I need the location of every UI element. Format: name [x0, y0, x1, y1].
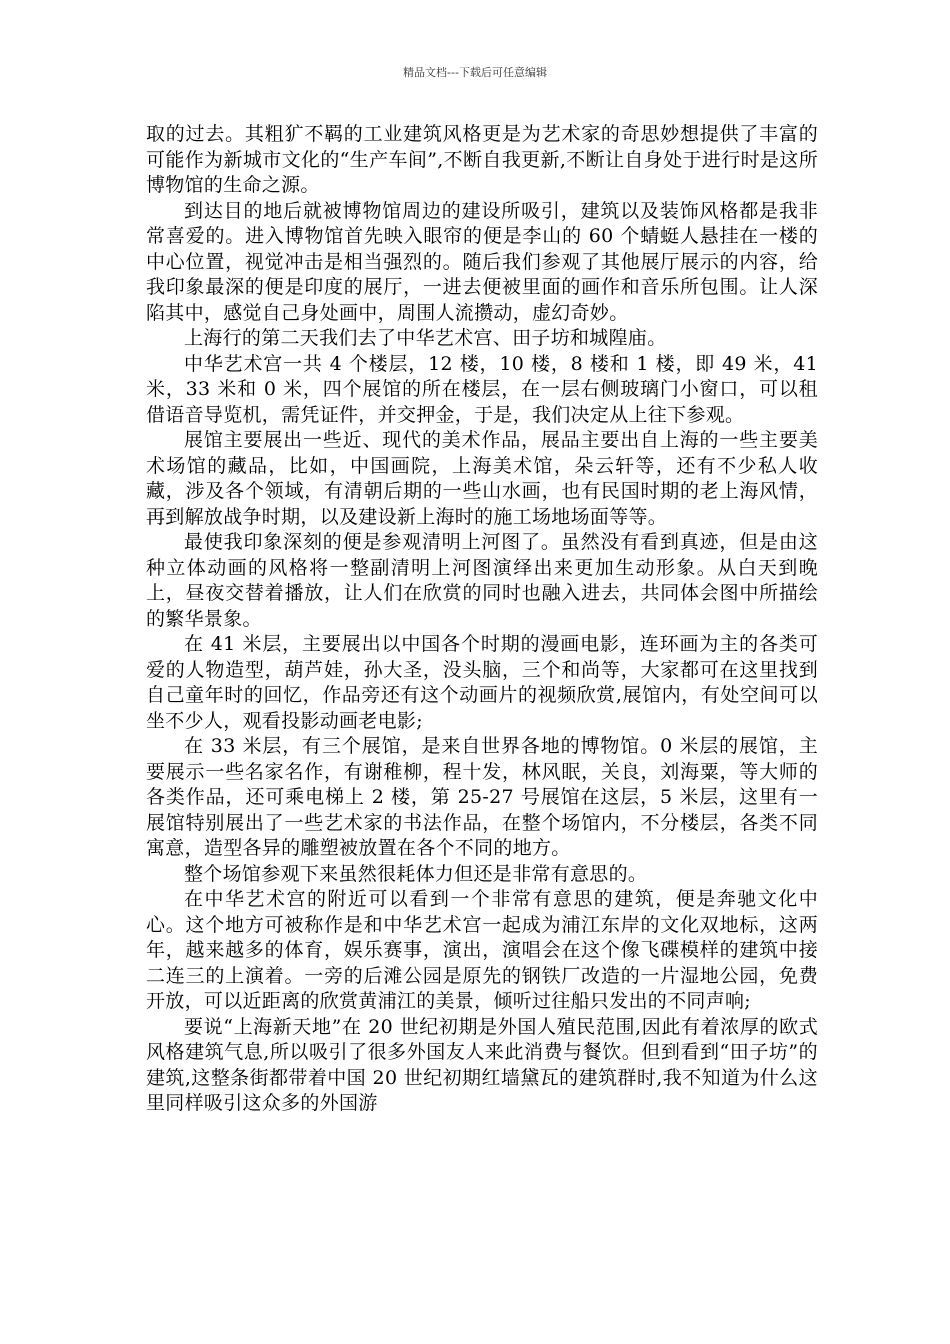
paragraph-6: 最使我印象深刻的便是参观清明上河图了。虽然没有看到真迹，但是由这种立体动画的风格将一整副清明上河图演绎出来更加生动形象。从白天到晚上，昼夜交替着播放，让人们在欣赏的同时也融入进去，共同体会图中所描绘的繁华景象。	[146, 531, 818, 630]
document-body	[146, 122, 818, 1117]
paragraph-4: 中华艺术宫一共 4 个楼层，12 楼，10 楼，8 楼和 1 楼，即 49 米，41 米，33 米和 0 米，四个展馆的所在楼层，在一层右侧玻璃门小窗口，可以租借语音导览机，需凭证件，并交押金，于是，我们决定从上往下参观。	[146, 352, 818, 426]
paragraph-1: 取的过去。其粗犷不羁的工业建筑风格更是为艺术家的奇思妙想提供了丰富的可能作为新城市文化的“生产车间”,不断自我更新,不断让自身处于进行时是这所博物馆的生命之源。	[146, 123, 818, 196]
page-header: 精品文档---下载后可任意编辑	[403, 66, 547, 79]
paragraph-11: 要说“上海新天地”在 20 世纪初期是外国人殖民范围,因此有着浓厚的欧式风格建筑气息,所以吸引了很多外国友人来此消费与餐饮。但到看到“田子坊”的建筑,这整条街都带着中国 20 世纪初期红墙黛瓦的建筑群时,我不知道为什么这里同样吸引这众多的外国游	[146, 1015, 818, 1114]
paragraph-3: 上海行的第二天我们去了中华艺术宫、田子坊和城隍庙。	[184, 327, 667, 349]
paragraph-10: 在中华艺术宫的附近可以看到一个非常有意思的建筑，便是奔驰文化中心。这个地方可被称作是和中华艺术宫一起成为浦江东岸的文化双地标，这两年，越来越多的体育，娱乐赛事，演出，演唱会在这个像飞碟模样的建筑中接二连三的上演着。一旁的后滩公园是原先的钢铁厂改造的一片湿地公园，免费开放，可以近距离的欣赏黄浦江的美景，倾听过往船只发出的不同声响;	[146, 888, 818, 1012]
paragraph-7: 在 41 米层，主要展出以中国各个时期的漫画电影，连环画为主的各类可爱的人物造型，葫芦娃，孙大圣，没头脑，三个和尚等，大家都可在这里找到自己童年时的回忆，作品旁还有这个动画片的视频欣赏,展馆内，有处空间可以坐不少人，观看投影动画老电影;	[146, 633, 818, 732]
paragraph-2: 到达目的地后就被博物馆周边的建设所吸引，建筑以及装饰风格都是我非常喜爱的。进入博物馆首先映入眼帘的便是李山的 60 个蜻蜓人悬挂在一楼的中心位置，视觉冲击是相当强烈的。随后我们参观了其他展厅展示的内容，给我印象最深的便是印度的展厅，一进去便被里面的画作和音乐所包围。让人深陷其中，感觉自己身处画中，周围人流攒动，虚幻奇妙。	[146, 199, 818, 324]
paragraph-5: 展馆主要展出一些近、现代的美术作品，展品主要出自上海的一些主要美术场馆的藏品，比如，中国画院，上海美术馆，朵云轩等，还有不少私人收藏，涉及各个领域，有清朝后期的一些山水画，也有民国时期的老上海风情，再到解放战争时期，以及建设新上海时的施工场地场面等等。	[146, 429, 818, 528]
paragraph-8: 在 33 米层，有三个展馆，是来自世界各地的博物馆。0 米层的展馆，主要展示一些名家名作，有谢稚柳，程十发，林风眠，关良，刘海粟，等大师的各类作品，还可乘电梯上 2 楼，第 25-27 号展馆在这层，5 米层，这里有一展馆特别展出了一些艺术家的书法作品，在整个场馆内，不分楼层，各类不同寓意，造型各异的雕塑被放置在各个不同的地方。	[146, 735, 818, 859]
paragraph-9: 整个场馆参观下来虽然很耗体力但还是非常有意思的。	[184, 862, 648, 885]
